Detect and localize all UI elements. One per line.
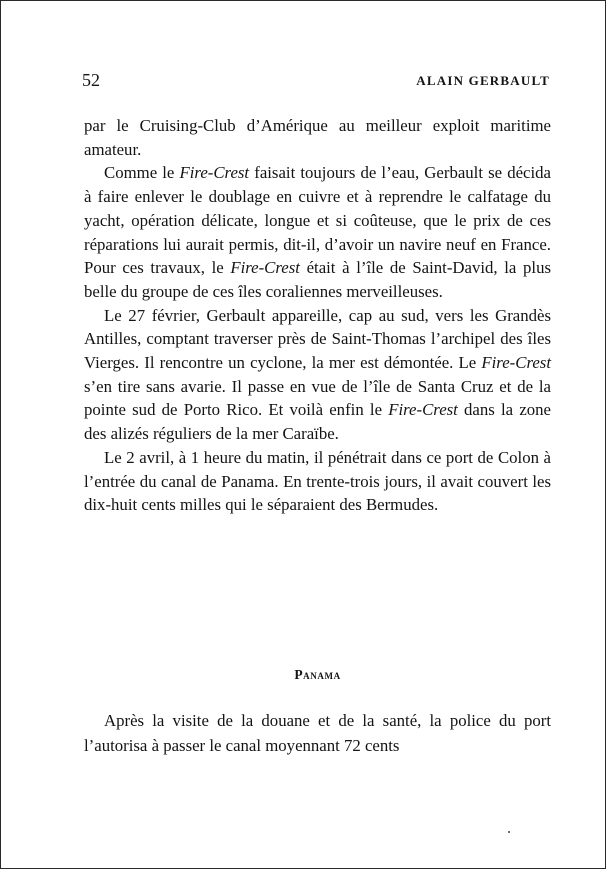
paragraph-3 [84,304,551,446]
print-speck [508,831,510,833]
page-number: 52 [82,70,100,90]
paragraph-3-text-a: Le 27 février, Gerbault appareille, cap au sud, vers les Grandès Antilles, comptant traverser près de Saint-Thomas l’archipel des îles Vierges. Il rencontre un cyclone, la mer est démontée. Le [84,305,551,373]
paragraph-2-text-a: Comme le [104,163,180,183]
section-paragraph-1: Après la visite de la douane et de la santé, la police du port l’autorisa à passer le canal moyennant 72 cents [84,711,551,755]
paragraph-1-text: par le Cruising-Club d’Amérique au meilleur exploit maritime amateur. [84,116,551,159]
paragraph-4 [84,446,551,517]
ship-name: Fire-Crest [481,353,551,373]
paragraph-2-text-b: faisait toujours de l’eau, Gerbault se décida à faire enlever le doublage en cuivre et à reprendre le calfatage du yacht, opération délicate, longue et si coûteuse, que le prix de ces réparations lui aurait permis, dit-il, d’avoir un navire neuf en France. Pour ces travaux, le [84,163,552,278]
ship-name: Fire-Crest [179,163,250,183]
ship-name: Fire-Crest [230,258,300,278]
paragraph-1 [84,114,551,161]
section-heading: Panama [294,667,341,682]
running-head [82,70,550,94]
paragraph-2 [84,161,551,303]
body-text [84,114,551,517]
paragraph-2-text-c: était à l’île de Saint-David, la plus belle du groupe de ces îles coraliennes merveilleuses. [84,258,551,301]
paragraph-3-text-c: dans la zone des alizés réguliers de la mer Caraïbe. [84,400,551,444]
paragraph-3-text-b: s’en tire sans avarie. Il passe en vue de l’île de Santa Cruz et de la pointe sud de Porto Rico. Et voilà enfin le [84,376,551,420]
section-body-text [84,708,551,758]
running-head-author: ALAIN GERBAULT [416,73,550,88]
paragraph-4-text: Le 2 avril, à 1 heure du matin, il pénétrait dans ce port de Colon à l’entrée du canal de Panama. En trente-trois jours, il avait couvert les dix-huit cents milles qui le séparaient des Bermudes. [84,447,551,515]
ship-name: Fire-Crest [388,400,458,420]
